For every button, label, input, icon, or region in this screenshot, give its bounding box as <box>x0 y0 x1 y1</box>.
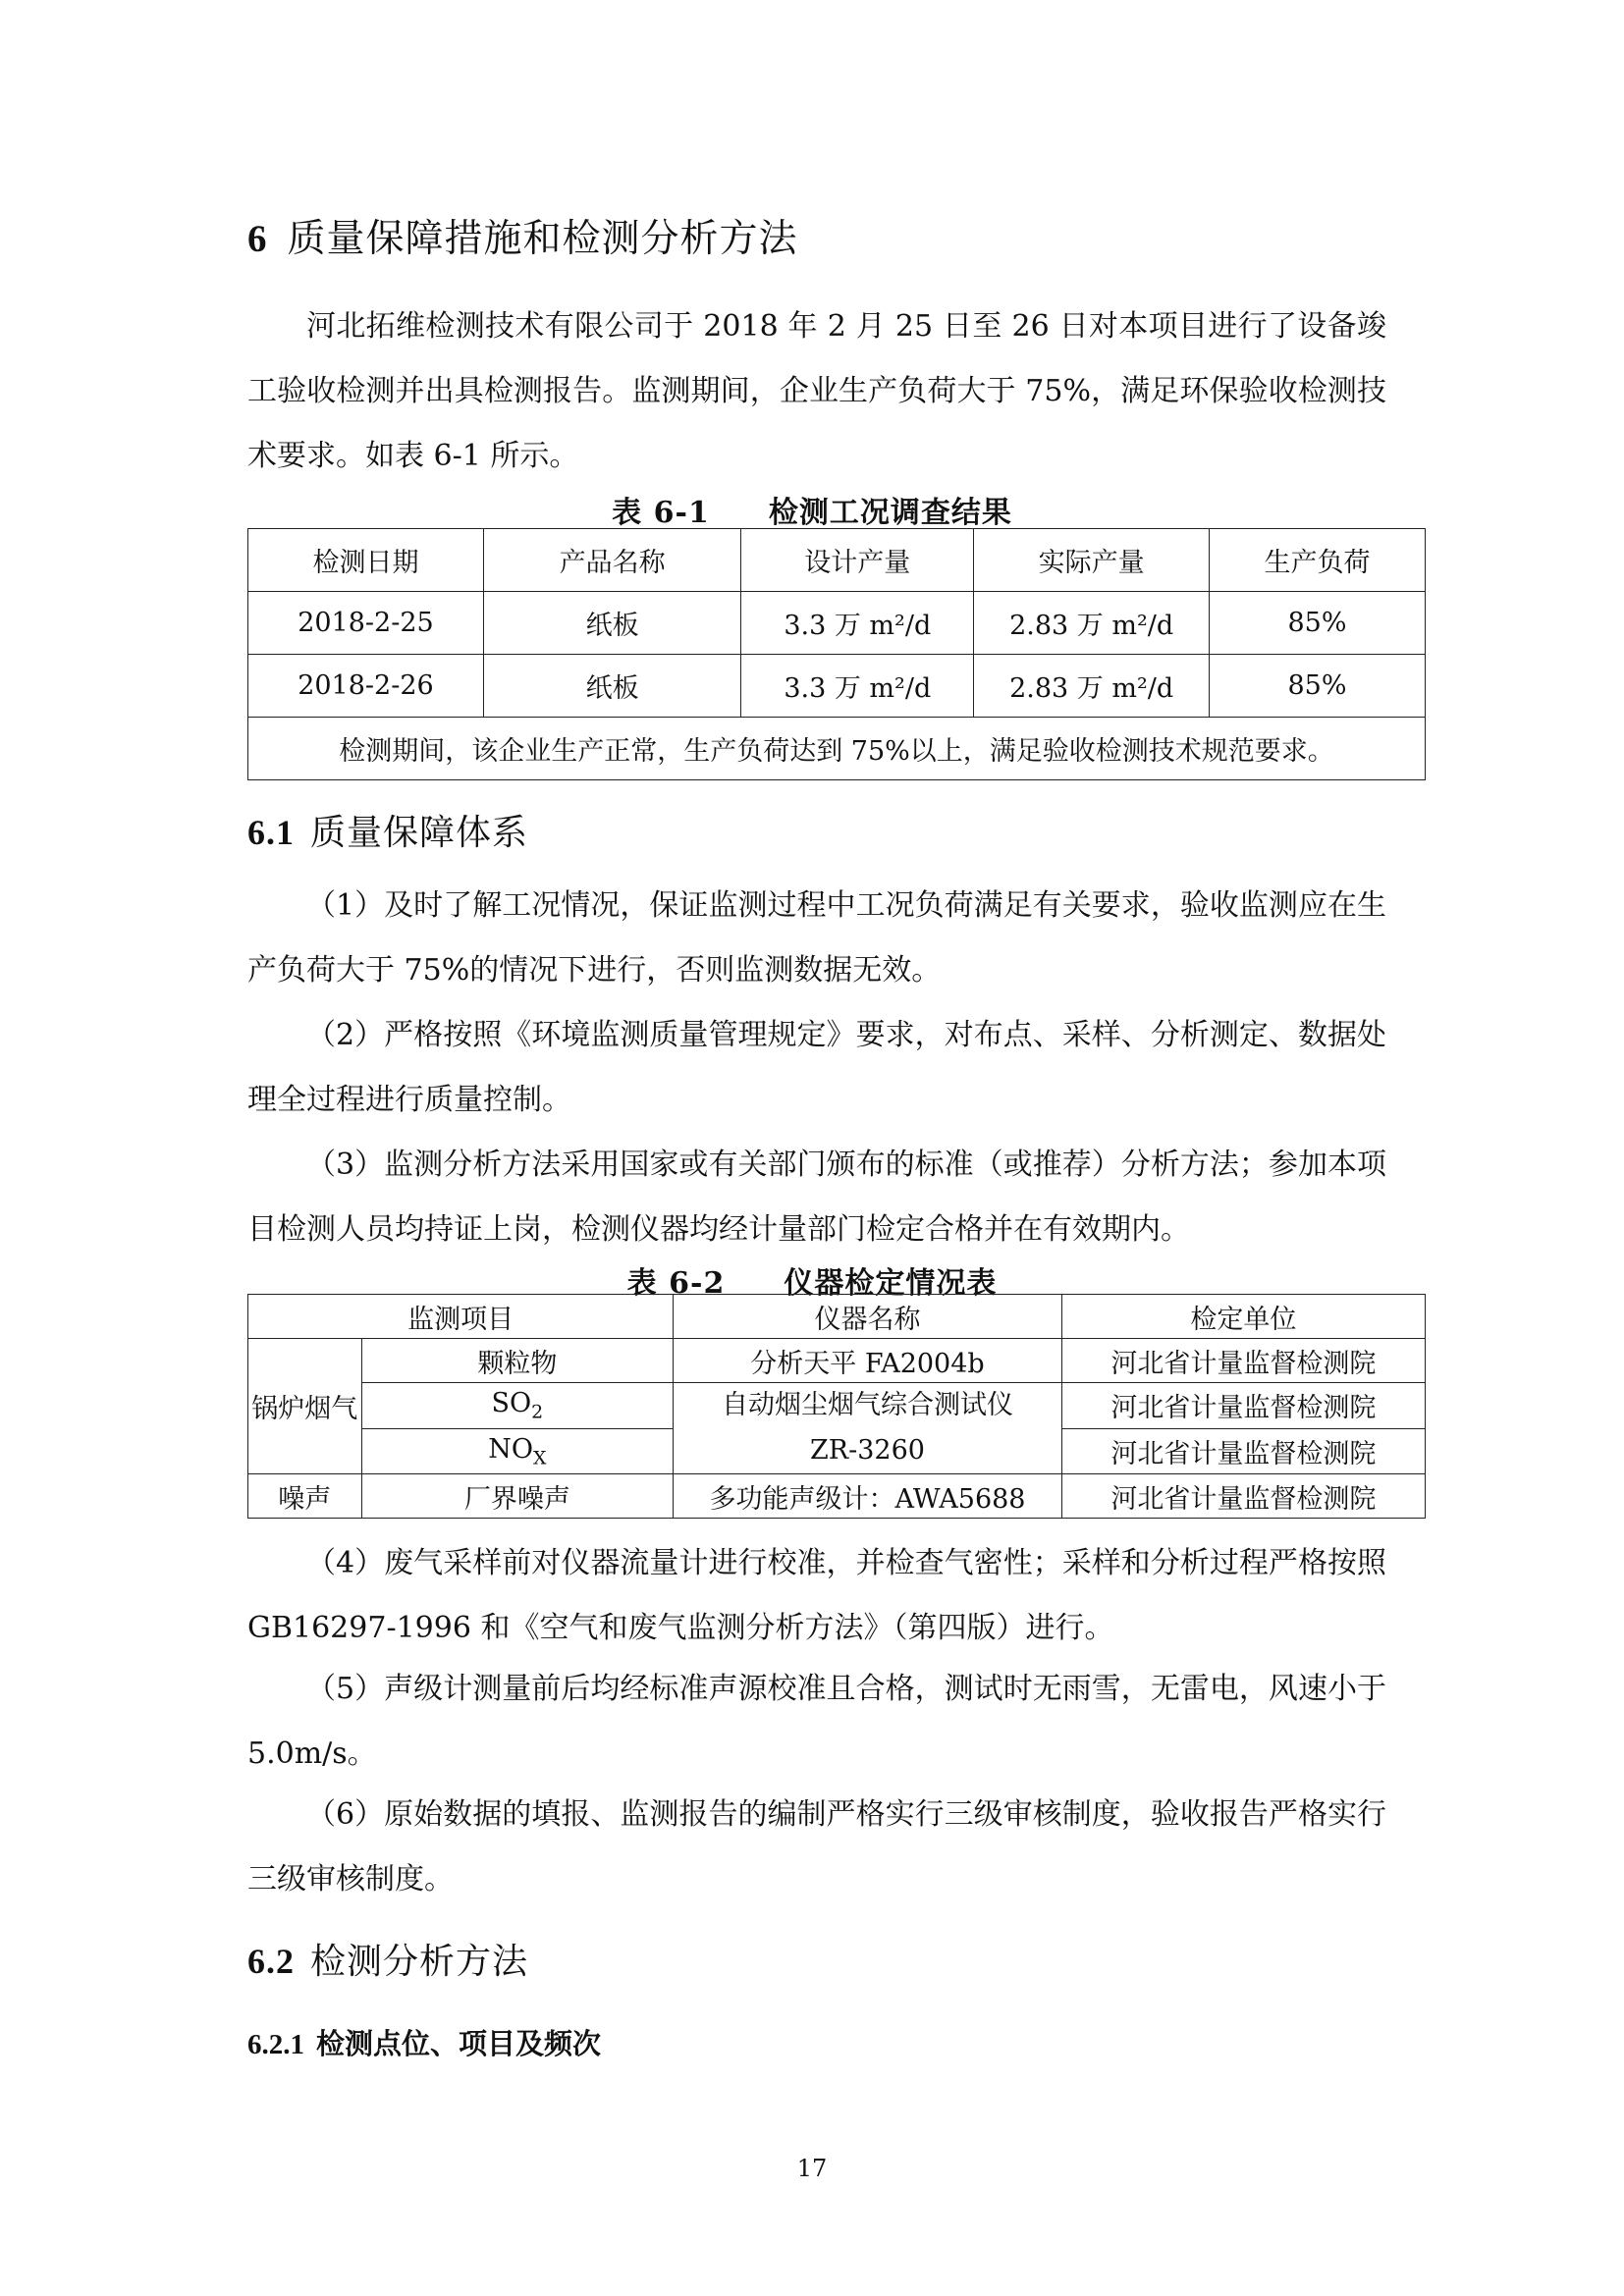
table-cell: 分析天平 FA2004b <box>674 1339 1062 1383</box>
table-cell: 多功能声级计：AWA5688 <box>674 1474 1062 1519</box>
table-cell <box>674 1383 1062 1474</box>
intro-paragraph: 河北拓维检测技术有限公司于 2018 年 2 月 25 日至 26 日对本项目进行了设备竣工验收检测并出具检测报告。监测期间，企业生产负荷大于 75%，满足环保验收检测技术要求。如表 6-1 所示。 <box>247 309 1386 473</box>
table-cell: 纸板 <box>483 592 740 655</box>
table-note: 检测期间，该企业生产正常，生产负荷达到 75%以上，满足验收检测技术规范要求。 <box>248 718 1426 780</box>
section-title: 质量保障措施和检测分析方法 <box>287 217 798 261</box>
table-row <box>248 1474 1426 1519</box>
table-note-row <box>248 718 1426 780</box>
table-6-2 <box>247 1294 1426 1519</box>
table-row <box>248 1339 1426 1383</box>
header-cell: 实际产量 <box>974 529 1210 592</box>
section-number: 6.2.1 <box>247 2029 304 2060</box>
section-6-2-heading <box>247 1934 528 1984</box>
section-6-1-heading <box>247 805 528 855</box>
section-title: 检测分析方法 <box>310 1942 529 1982</box>
section-6-heading <box>247 208 798 263</box>
caption-number: 表 6-1 <box>612 496 710 530</box>
caption-title: 检测工况调查结果 <box>768 496 1012 530</box>
table-cell: 85% <box>1210 592 1426 655</box>
nox-sub: X <box>533 1446 547 1468</box>
page-number: 17 <box>796 2155 828 2182</box>
section-number: 6.1 <box>247 813 295 852</box>
table-row <box>248 592 1426 655</box>
paragraph-4: （4）废气采样前对仪器流量计进行校准，并检查气密性；采样和分析过程严格按照GB16297-1996 和《空气和废气监测分析方法》（第四版）进行。 <box>247 1546 1386 1645</box>
section-number: 6.2 <box>247 1942 295 1981</box>
header-cell: 监测项目 <box>248 1295 674 1339</box>
table-row <box>248 655 1426 718</box>
table-cell: 纸板 <box>483 655 740 718</box>
header-cell: 仪器名称 <box>674 1295 1062 1339</box>
instrument-name: 自动烟尘烟气综合测试仪 <box>721 1390 1013 1420</box>
section-title: 检测点位、项目及频次 <box>316 2027 602 2060</box>
paragraph-1: （1）及时了解工况情况，保证监测过程中工况负荷满足有关要求，验收监测应在生产负荷大于 75%的情况下进行，否则监测数据无效。 <box>247 888 1386 988</box>
table-cell: 3.3 万 m²/d <box>741 655 974 718</box>
table-6-1 <box>247 528 1426 780</box>
table-cell: 厂界噪声 <box>361 1474 674 1519</box>
table-6-1-caption <box>0 488 1624 531</box>
table-cell: 颗粒物 <box>361 1339 674 1383</box>
table-cell: 3.3 万 m²/d <box>741 592 974 655</box>
paragraph-2: （2）严格按照《环境监测质量管理规定》要求，对布点、采样、分析测定、数据处理全过程进行质量控制。 <box>247 1018 1386 1117</box>
table-cell: 河北省计量监督检测院 <box>1061 1428 1425 1474</box>
section-6-2-1-heading <box>247 2022 601 2062</box>
header-cell: 设计产量 <box>741 529 974 592</box>
section-number: 6 <box>247 218 268 260</box>
so2-main: SO <box>491 1388 532 1419</box>
header-cell: 检定单位 <box>1061 1295 1425 1339</box>
table-header-row <box>248 1295 1426 1339</box>
header-cell: 产品名称 <box>483 529 740 592</box>
header-cell: 生产负荷 <box>1210 529 1426 592</box>
paragraph-6: （6）原始数据的填报、监测报告的编制严格实行三级审核制度，验收报告严格实行三级审核制度。 <box>247 1797 1386 1896</box>
nox-main: NO <box>488 1433 533 1465</box>
table-cell: 河北省计量监督检测院 <box>1061 1474 1425 1519</box>
table-header-row <box>248 529 1426 592</box>
group-cell: 锅炉烟气 <box>248 1339 362 1474</box>
paragraph-5: （5）声级计测量前后均经标准声源校准且合格，测试时无雨雪，无雷电，风速小于 5.0m/s。 <box>247 1672 1386 1771</box>
table-row <box>248 1383 1426 1429</box>
caption-number: 表 6-2 <box>626 1266 726 1301</box>
caption-title: 仪器检定情况表 <box>784 1266 998 1301</box>
instrument-model: ZR-3260 <box>810 1435 925 1466</box>
table-cell: 河北省计量监督检测院 <box>1061 1339 1425 1383</box>
table-cell: 2.83 万 m²/d <box>974 592 1210 655</box>
table-cell <box>361 1383 674 1429</box>
paragraph-3: （3）监测分析方法采用国家或有关部门颁布的标准（或推荐）分析方法；参加本项目检测人员均持证上岗，检测仪器均经计量部门检定合格并在有效期内。 <box>247 1148 1386 1247</box>
header-cell: 检测日期 <box>248 529 484 592</box>
table-cell: 85% <box>1210 655 1426 718</box>
so2-sub: 2 <box>531 1401 544 1423</box>
group-cell: 噪声 <box>248 1474 362 1519</box>
table-cell: 2.83 万 m²/d <box>974 655 1210 718</box>
table-cell: 河北省计量监督检测院 <box>1061 1383 1425 1429</box>
table-cell <box>361 1428 674 1474</box>
section-title: 质量保障体系 <box>310 813 529 853</box>
table-cell: 2018-2-25 <box>248 592 484 655</box>
table-cell: 2018-2-26 <box>248 655 484 718</box>
